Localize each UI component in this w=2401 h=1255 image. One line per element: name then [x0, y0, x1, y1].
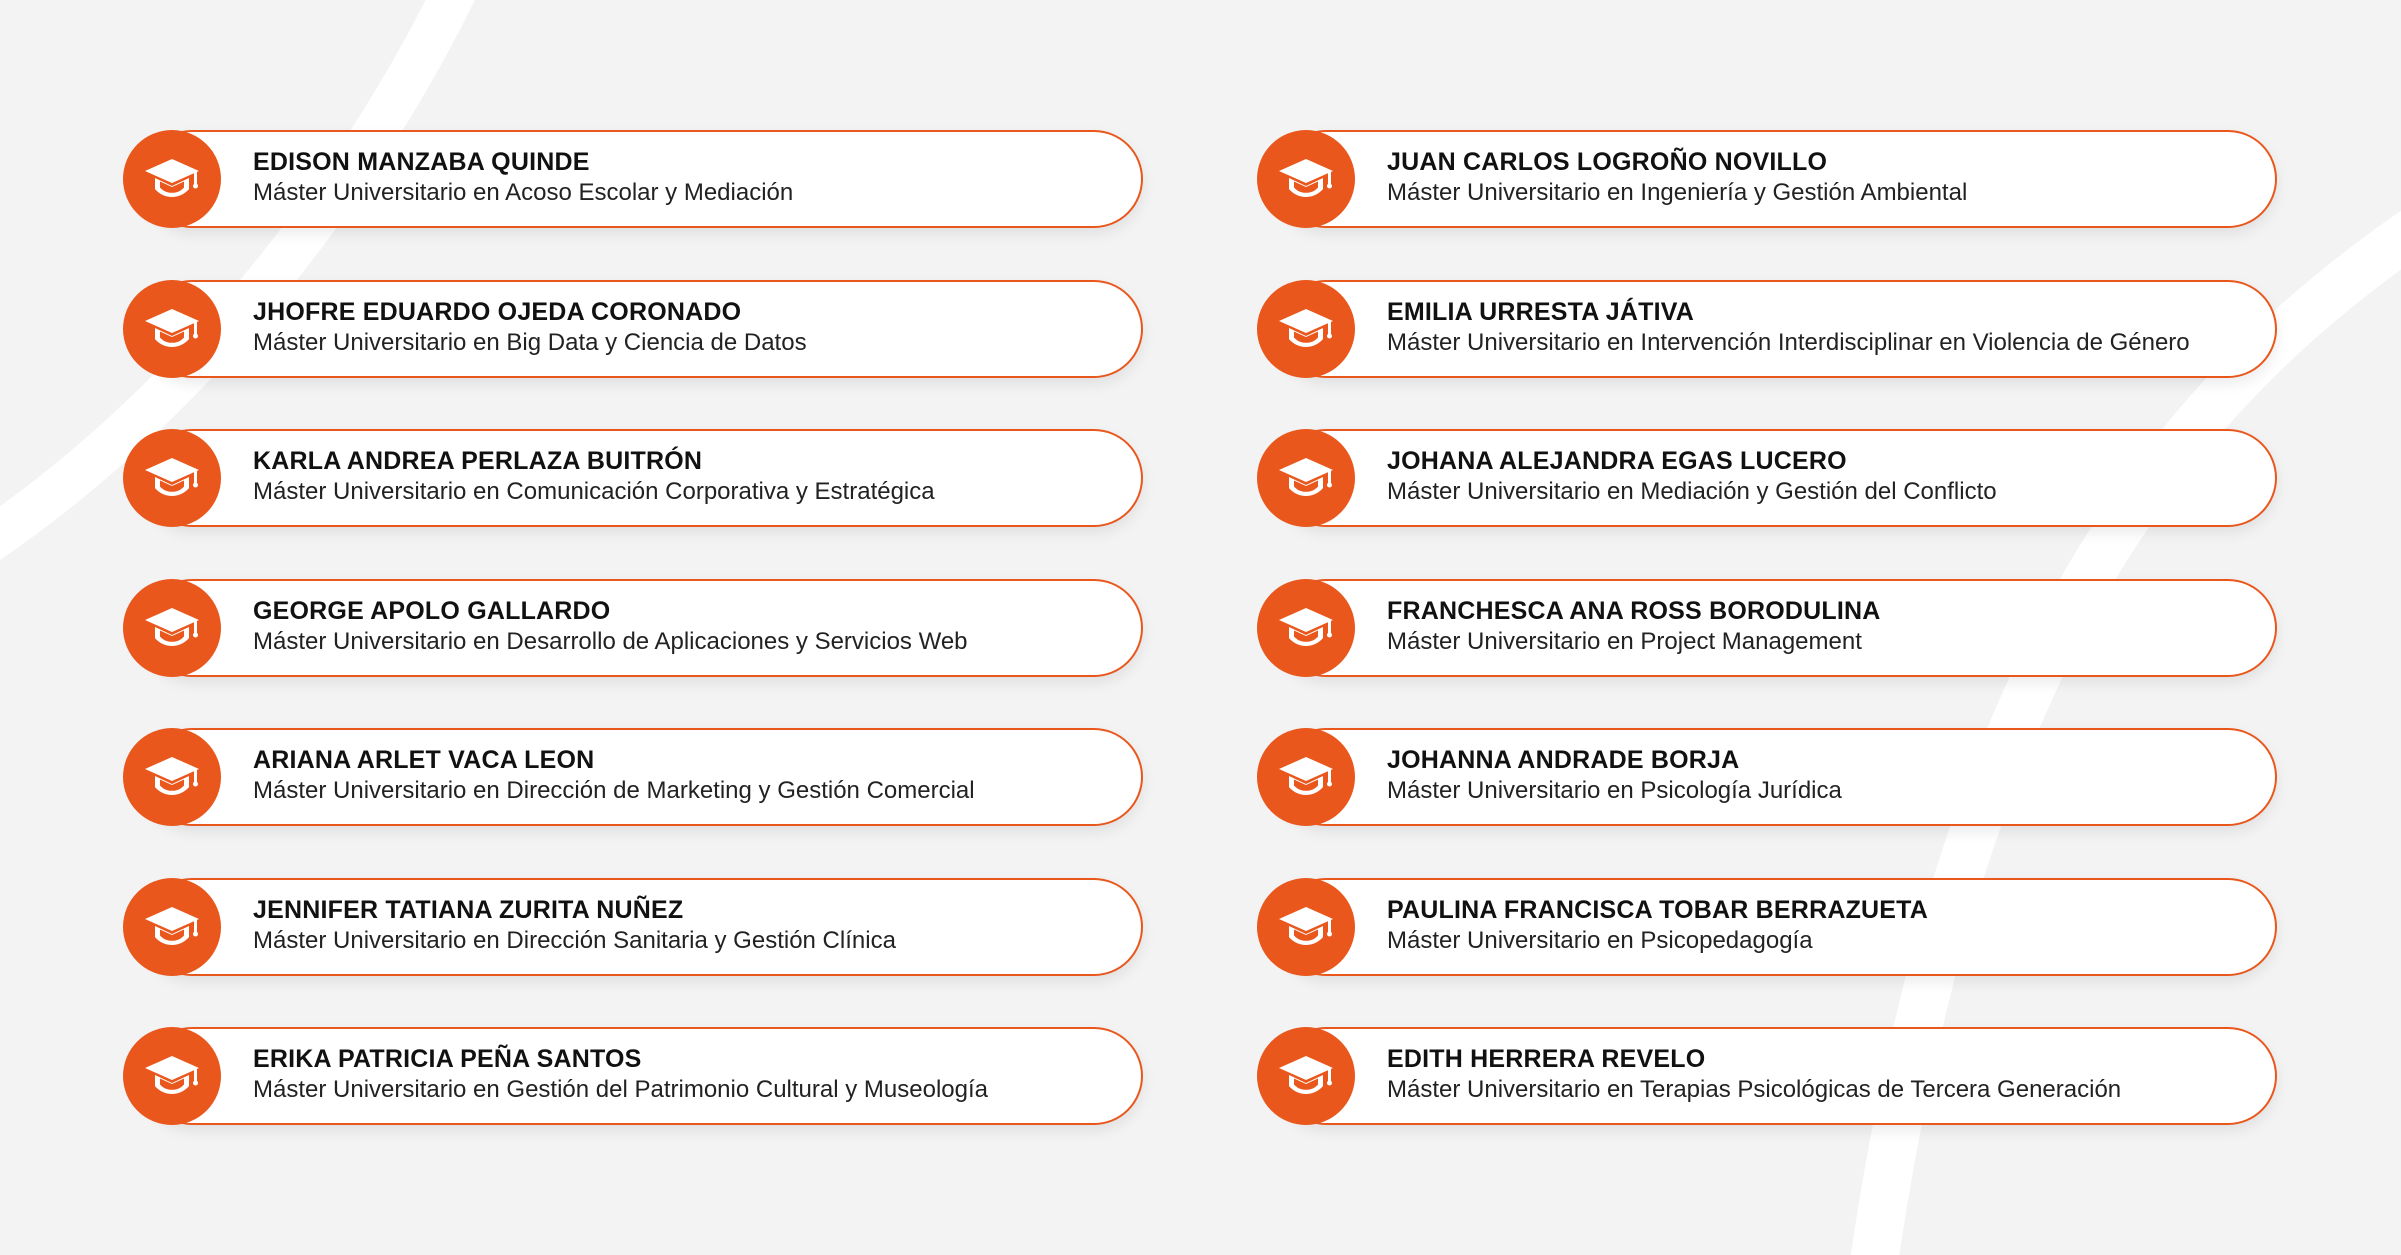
graduate-program: Máster Universitario en Dirección Sanitaria y Gestión Clínica [253, 926, 896, 954]
graduation-cap-badge [123, 280, 221, 378]
graduate-card [123, 878, 1143, 976]
graduate-name: JUAN CARLOS LOGROÑO NOVILLO [1387, 148, 1828, 176]
graduate-text [1387, 745, 2247, 807]
graduation-cap-icon [143, 455, 201, 501]
graduate-text [253, 147, 1113, 209]
graduate-name: EDITH HERRERA REVELO [1387, 1045, 1706, 1073]
graduate-program: Máster Universitario en Big Data y Ciencia de Datos [253, 328, 807, 356]
graduation-cap-badge [123, 579, 221, 677]
graduate-program: Máster Universitario en Ingeniería y Gestión Ambiental [1387, 179, 1968, 206]
graduation-cap-icon [143, 754, 201, 800]
graduation-cap-icon [143, 904, 201, 950]
graduate-name: ERIKA PATRICIA PEÑA SANTOS [253, 1045, 642, 1073]
graduate-card [1257, 1027, 2277, 1125]
graduation-cap-badge [123, 130, 221, 228]
graduate-name: JOHANNA ANDRADE BORJA [1387, 746, 1740, 774]
graduate-program: Máster Universitario en Comunicación Corporativa y Estratégica [253, 478, 935, 505]
graduation-cap-badge [1257, 280, 1355, 378]
graduate-card [1257, 728, 2277, 826]
graduation-cap-badge [123, 728, 221, 826]
graduate-name: EDISON MANZABA QUINDE [253, 148, 590, 176]
graduation-cap-badge [123, 1027, 221, 1125]
graduate-name: PAULINA FRANCISCA TOBAR BERRAZUETA [1387, 895, 1929, 924]
graduate-program: Máster Universitario en Psicopedagogía [1387, 926, 1813, 954]
graduate-text [1387, 297, 2247, 359]
graduate-program: Máster Universitario en Intervención Interdisciplinar en Violencia de Género [1387, 328, 2190, 356]
graduate-text [253, 596, 1113, 658]
graduate-name: ARIANA ARLET VACA LEON [253, 746, 595, 774]
graduate-card [123, 728, 1143, 826]
graduation-cap-icon [1277, 306, 1335, 352]
graduate-text [1387, 446, 2247, 508]
graduate-name: JHOFRE EDUARDO OJEDA CORONADO [253, 297, 742, 326]
graduation-cap-badge [123, 429, 221, 527]
graduate-text [253, 1044, 1113, 1106]
graduate-name: GEORGE APOLO GALLARDO [253, 596, 611, 625]
graduate-card [1257, 429, 2277, 527]
graduation-cap-badge [1257, 878, 1355, 976]
graduate-card [1257, 579, 2277, 677]
graduates-column-left [123, 130, 1143, 1177]
graduate-text [1387, 596, 2247, 658]
graduate-card [123, 579, 1143, 677]
graduate-program: Máster Universitario en Terapias Psicológicas de Tercera Generación [1387, 1076, 2122, 1103]
graduate-program: Máster Universitario en Gestión del Patrimonio Cultural y Museología [253, 1076, 988, 1103]
graduation-cap-icon [1277, 754, 1335, 800]
graduate-name: JOHANA ALEJANDRA EGAS LUCERO [1387, 447, 1847, 475]
graduate-card [123, 429, 1143, 527]
graduate-card [123, 280, 1143, 378]
graduate-program: Máster Universitario en Mediación y Gestión del Conflicto [1387, 478, 1997, 505]
graduation-cap-badge [123, 878, 221, 976]
graduate-program: Máster Universitario en Acoso Escolar y Mediación [253, 179, 794, 206]
graduation-cap-icon [143, 306, 201, 352]
graduation-cap-icon [1277, 904, 1335, 950]
graduation-cap-icon [143, 605, 201, 651]
graduate-name: FRANCHESCA ANA ROSS BORODULINA [1387, 596, 1881, 625]
graduation-cap-icon [143, 156, 201, 202]
graduate-card [1257, 878, 2277, 976]
graduation-cap-icon [1277, 605, 1335, 651]
graduation-cap-badge [1257, 1027, 1355, 1125]
graduation-cap-icon [1277, 1053, 1335, 1099]
graduate-name: KARLA ANDREA PERLAZA BUITRÓN [253, 447, 703, 475]
graduate-program: Máster Universitario en Dirección de Marketing y Gestión Comercial [253, 777, 975, 804]
graduation-cap-badge [1257, 130, 1355, 228]
graduate-text [253, 745, 1113, 807]
graduate-program: Máster Universitario en Desarrollo de Aplicaciones y Servicios Web [253, 627, 968, 655]
graduation-cap-badge [1257, 728, 1355, 826]
graduate-text [253, 446, 1113, 508]
graduate-card [123, 130, 1143, 228]
graduate-program: Máster Universitario en Psicología Jurídica [1387, 777, 1842, 804]
graduate-text [1387, 147, 2247, 209]
graduates-column-right [1257, 130, 2277, 1177]
graduation-cap-badge [1257, 579, 1355, 677]
graduate-text [1387, 1044, 2247, 1106]
graduate-text [1387, 895, 2247, 957]
graduation-cap-badge [1257, 429, 1355, 527]
graduate-name: JENNIFER TATIANA ZURITA NUÑEZ [253, 895, 684, 924]
graduate-name: EMILIA URRESTA JÁTIVA [1387, 297, 1694, 326]
graduate-card [1257, 280, 2277, 378]
graduate-text [253, 895, 1113, 957]
graduate-program: Máster Universitario en Project Management [1387, 627, 1862, 655]
graduation-cap-icon [143, 1053, 201, 1099]
graduate-card [123, 1027, 1143, 1125]
graduate-card [1257, 130, 2277, 228]
graduate-text [253, 297, 1113, 359]
graduation-cap-icon [1277, 156, 1335, 202]
graduation-cap-icon [1277, 455, 1335, 501]
